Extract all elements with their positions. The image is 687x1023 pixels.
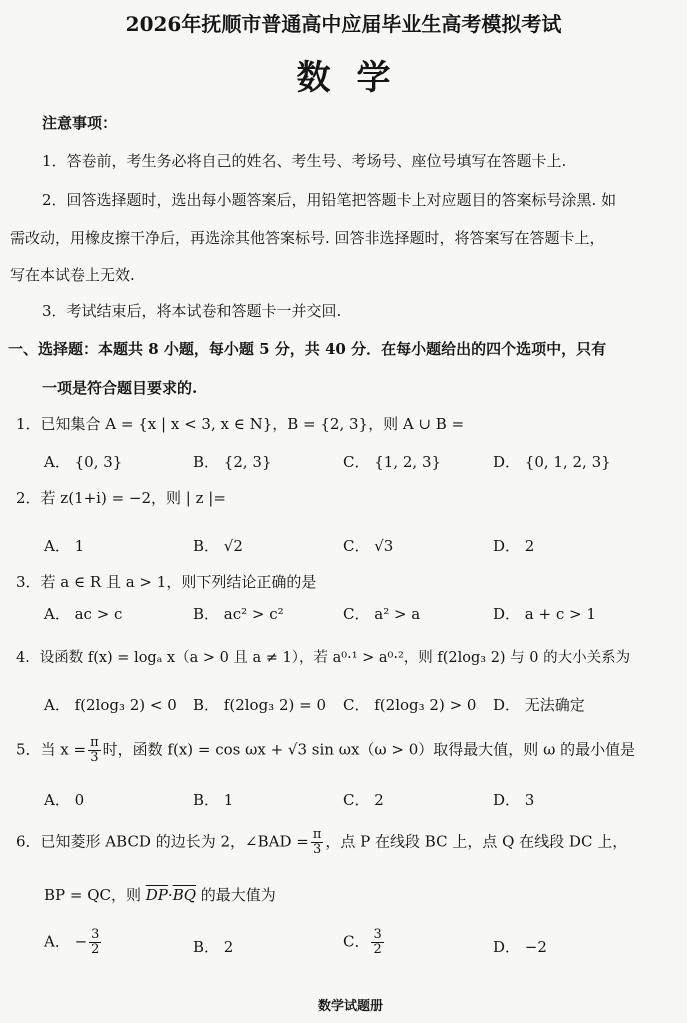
option-a-fraction <box>89 928 101 957</box>
section-heading-line-1: 一、选择题：本题共 8 小题，每小题 5 分，共 40 分．在每小题给出的四个选项中，只有 <box>8 340 607 358</box>
question-2-stem: 2．若 z(1+i) = −2，则 | z |= <box>16 489 226 507</box>
fraction-denominator: 2 <box>373 942 382 957</box>
question-4-option-a: A． f(2log₃ 2) < 0 <box>44 696 177 714</box>
question-1-option-a: A． {0, 3} <box>44 453 123 471</box>
question-1-option-c: C． {1, 2, 3} <box>343 453 442 471</box>
option-a-prefix: A． − <box>44 932 88 951</box>
vector-bq: $\overline{BQ}$ <box>172 886 197 904</box>
question-2-option-b: B． √2 <box>193 537 243 555</box>
question-6-line2-part-a: BP = QC，则 <box>44 886 141 904</box>
question-1-option-b: B． {2, 3} <box>193 453 272 471</box>
option-c-prefix: C． <box>343 932 370 951</box>
question-5-stem-part-a: 5．当 x = <box>16 740 87 759</box>
question-6-option-d: D． −2 <box>493 938 547 956</box>
fraction-numerator: 3 <box>373 927 382 942</box>
notice-item-2-line-1: 2．回答选择题时，选出每小题答案后，用铅笔把答题卡上对应题目的答案标号涂黑. 如 <box>42 191 617 209</box>
fraction-denominator: 3 <box>90 750 99 765</box>
question-6-stem-part-a: 6．已知菱形 ABCD 的边长为 2，∠BAD = <box>16 832 309 851</box>
dot-operator: · <box>167 886 173 904</box>
question-6-stem-line-2 <box>44 884 276 905</box>
question-1-option-d: D． {0, 1, 2, 3} <box>493 453 611 471</box>
notice-item-2-line-3: 写在本试卷上无效. <box>10 266 135 284</box>
question-3-option-c: C． a² > a <box>343 605 421 623</box>
question-5-option-d: D． 3 <box>493 791 535 809</box>
fraction-numerator: π <box>90 735 99 750</box>
question-3-option-a: A． ac > c <box>44 605 123 623</box>
question-6-option-a <box>44 928 103 957</box>
question-6-stem-part-b: ，点 P 在线段 BC 上，点 Q 在线段 DC 上， <box>325 832 628 851</box>
question-6-fraction <box>311 828 324 857</box>
page-footer: 数学试题册 <box>317 999 383 1014</box>
notice-heading: 注意事项： <box>42 114 118 132</box>
question-5-option-b: B． 1 <box>193 791 234 809</box>
question-3-stem: 3．若 a ∈ R 且 a > 1，则下列结论正确的是 <box>16 573 317 591</box>
question-3-option-b: B． ac² > c² <box>193 605 284 623</box>
question-4-option-b: B． f(2log₃ 2) = 0 <box>193 696 326 714</box>
question-2-option-a: A． 1 <box>44 537 85 555</box>
section-heading-line-2: 一项是符合题目要求的. <box>42 379 198 397</box>
question-4-option-c: C． f(2log₃ 2) > 0 <box>343 696 477 714</box>
notice-item-2-line-2: 需改动，用橡皮擦干净后，再选涂其他答案标号. 回答非选择题时，将答案写在答题卡上， <box>10 229 605 247</box>
fraction-numerator: 3 <box>91 927 100 942</box>
question-4-option-d: D． 无法确定 <box>493 696 585 714</box>
exam-title: 2026年抚顺市普通高中应届毕业生高考模拟考试 <box>125 12 562 36</box>
notice-item-1: 1．答卷前，考生务必将自己的姓名、考生号、考场号、座位号填写在答题卡上. <box>42 152 567 170</box>
fraction-denominator: 3 <box>312 842 322 857</box>
question-2-option-c: C． √3 <box>343 537 394 555</box>
question-1-stem: 1．已知集合 A = {x | x < 3, x ∈ N}，B = {2, 3}，则 A ∪ B = <box>16 415 465 433</box>
option-c-fraction <box>371 928 383 957</box>
question-5-stem <box>16 736 635 765</box>
question-6-line2-part-b: 的最大值为 <box>200 886 276 904</box>
question-4-stem: 4．设函数 f(x) = logₐ x（a > 0 且 a ≠ 1），若 a⁰·¹ > a⁰·²，则 f(2log₃ 2) 与 0 的大小关系为 <box>16 650 631 666</box>
question-6-option-b: B． 2 <box>193 938 234 956</box>
question-3-option-d: D． a + c > 1 <box>493 605 596 623</box>
question-5-fraction <box>88 736 101 765</box>
question-5-option-a: A． 0 <box>44 791 85 809</box>
vector-dp: $\overline{DP}$ <box>145 886 168 904</box>
question-2-option-d: D． 2 <box>493 537 535 555</box>
question-5-stem-part-b: 时，函数 f(x) = cos ωx + √3 sin ωx（ω > 0）取得最大值，则 ω 的最小值是 <box>102 740 636 759</box>
notice-item-3: 3．考试结束后，将本试卷和答题卡一并交回. <box>42 302 342 320</box>
question-5-option-c: C． 2 <box>343 791 384 809</box>
subject-title: 数学 <box>296 58 417 98</box>
fraction-denominator: 2 <box>91 942 100 957</box>
question-6-option-c <box>343 928 386 957</box>
question-6-stem-line-1 <box>16 828 627 857</box>
fraction-numerator: π <box>312 827 322 842</box>
